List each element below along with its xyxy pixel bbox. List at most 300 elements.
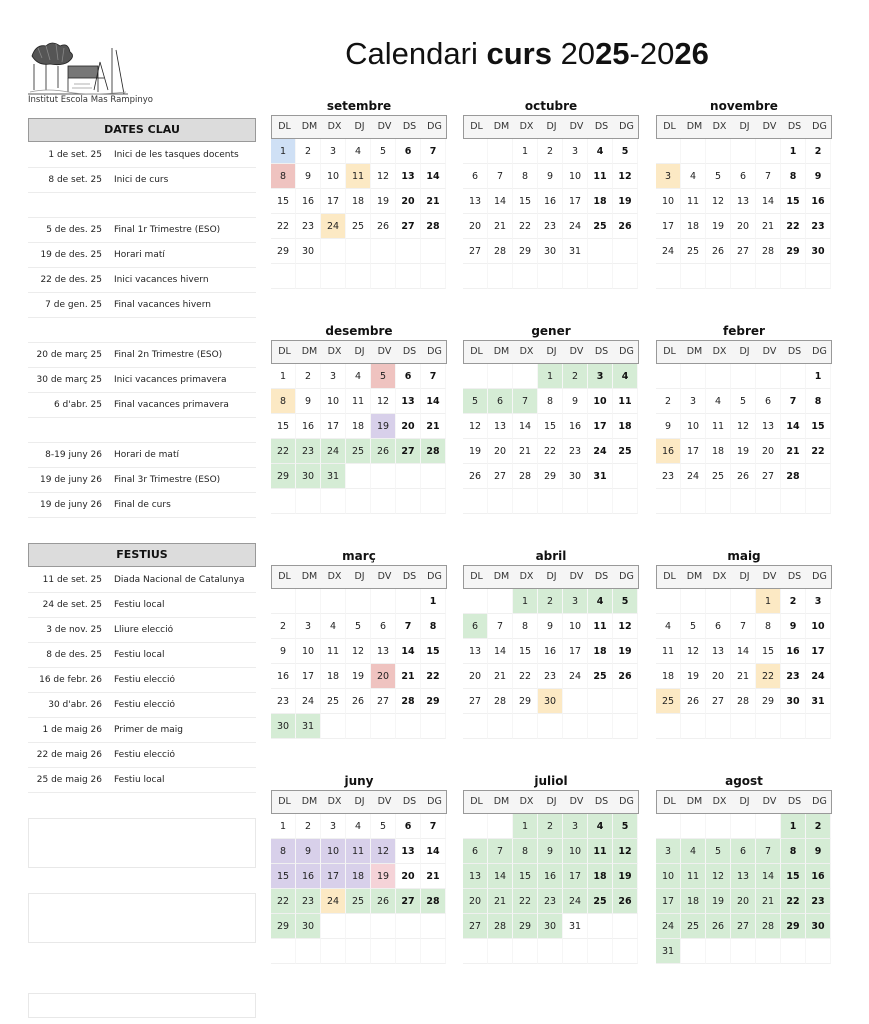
day-cell: 13: [706, 639, 731, 664]
day-cell: 5: [613, 139, 638, 164]
day-cell: 13: [396, 389, 421, 414]
empty-cell: [806, 464, 831, 489]
month-abril: [463, 548, 639, 739]
day-cell: 20: [463, 214, 488, 239]
empty-cell: [613, 714, 638, 739]
empty-cell: [296, 489, 321, 514]
day-cell: 24: [656, 239, 681, 264]
day-cell: 8: [806, 389, 831, 414]
day-cell: 5: [371, 814, 396, 839]
month-octubre: [463, 98, 639, 289]
day-cell: 22: [271, 214, 296, 239]
holiday-date: 3 de nov. 25: [46, 625, 102, 635]
day-cell: 7: [781, 389, 806, 414]
day-cell: 6: [706, 614, 731, 639]
day-cell: 2: [656, 389, 681, 414]
weekday-label: DX: [327, 796, 342, 807]
empty-cell: [463, 489, 488, 514]
weekday-label: DG: [812, 346, 827, 357]
day-cell: 28: [488, 914, 513, 939]
holiday-date: 1 de maig 26: [42, 725, 102, 735]
day-cell: 3: [321, 364, 346, 389]
day-cell: 25: [613, 439, 638, 464]
day-cell: 27: [488, 464, 513, 489]
weekday-label: DJ: [546, 121, 557, 132]
day-cell: 9: [806, 164, 831, 189]
day-cell: 29: [421, 689, 446, 714]
holiday-row: [28, 568, 256, 593]
school-name: Institut Escola Mas Rampinyo: [28, 95, 153, 105]
empty-cell: [706, 489, 731, 514]
day-cell: 19: [613, 864, 638, 889]
day-cell: 7: [488, 164, 513, 189]
holiday-description: Festiu local: [114, 775, 165, 785]
empty-cell: [731, 814, 756, 839]
weekday-label: DJ: [354, 346, 365, 357]
day-cell: 25: [346, 439, 371, 464]
weekday-label: DM: [301, 571, 318, 582]
day-cell: 27: [396, 439, 421, 464]
weekday-label: DJ: [546, 346, 557, 357]
empty-cell: [463, 939, 488, 964]
day-cell: 2: [806, 139, 831, 164]
month-gener: [463, 323, 639, 514]
day-cell: 2: [538, 139, 563, 164]
weekday-label: DG: [619, 121, 634, 132]
day-cell: 25: [346, 214, 371, 239]
holiday-description: Primer de maig: [114, 725, 183, 735]
weekday-label: DV: [762, 346, 777, 357]
empty-cell: [656, 139, 681, 164]
day-cell: 28: [781, 464, 806, 489]
day-cell: 5: [371, 139, 396, 164]
day-cell: 22: [781, 889, 806, 914]
day-cell: 14: [488, 639, 513, 664]
day-cell: 23: [806, 889, 831, 914]
day-cell: 2: [296, 364, 321, 389]
key-date-row: [28, 268, 256, 293]
day-cell: 6: [396, 364, 421, 389]
empty-cell: [371, 714, 396, 739]
empty-cell: [656, 814, 681, 839]
day-cell: 12: [706, 864, 731, 889]
weekday-header: [463, 340, 639, 364]
day-cell: 27: [731, 914, 756, 939]
day-cell: 29: [513, 239, 538, 264]
weekday-label: DX: [712, 571, 727, 582]
day-cell: 19: [371, 189, 396, 214]
day-cell: 7: [488, 614, 513, 639]
empty-cell: [346, 714, 371, 739]
weekday-label: DS: [594, 571, 609, 582]
weekday-label: DJ: [739, 571, 750, 582]
day-cell: 1: [513, 139, 538, 164]
day-cell: 12: [371, 839, 396, 864]
empty-cell: [346, 914, 371, 939]
day-cell: 18: [588, 864, 613, 889]
empty-cell: [463, 714, 488, 739]
empty-cell: [706, 364, 731, 389]
day-cell: 23: [296, 439, 321, 464]
day-cell: 10: [563, 164, 588, 189]
key-dates-heading: DATES CLAU: [28, 118, 256, 142]
weekday-header: [656, 565, 832, 589]
day-cell: 15: [271, 864, 296, 889]
day-cell: 28: [421, 439, 446, 464]
day-cell: 13: [488, 414, 513, 439]
day-cell: 7: [731, 614, 756, 639]
day-cell: 22: [781, 214, 806, 239]
empty-cell: [756, 364, 781, 389]
day-cell: 18: [346, 864, 371, 889]
day-cell: 15: [781, 864, 806, 889]
day-cell: 14: [421, 389, 446, 414]
empty-cell: [396, 589, 421, 614]
day-cell: 3: [321, 139, 346, 164]
day-cell: 9: [271, 639, 296, 664]
day-cell: 21: [513, 439, 538, 464]
key-date-date: 1 de set. 25: [48, 150, 102, 160]
empty-cell: [588, 239, 613, 264]
key-date-row: [28, 318, 256, 343]
day-cell: 27: [371, 689, 396, 714]
weekday-label: DM: [301, 796, 318, 807]
weekday-header: [656, 790, 832, 814]
weekday-label: DX: [712, 796, 727, 807]
day-cell: 24: [656, 914, 681, 939]
day-cell: 27: [756, 464, 781, 489]
empty-cell: [488, 814, 513, 839]
day-cell: 14: [396, 639, 421, 664]
day-grid: [463, 364, 639, 514]
day-cell: 14: [781, 414, 806, 439]
empty-cell: [756, 264, 781, 289]
key-date-description: Final vacances primavera: [114, 400, 229, 410]
day-cell: 26: [681, 689, 706, 714]
day-cell: 15: [421, 639, 446, 664]
empty-cell: [296, 939, 321, 964]
day-cell: 19: [706, 889, 731, 914]
holiday-description: Festiu elecció: [114, 675, 175, 685]
weekday-label: DJ: [546, 571, 557, 582]
day-cell: 31: [806, 689, 831, 714]
month-setembre: [271, 98, 447, 289]
month-name: juny: [344, 774, 374, 788]
empty-cell: [681, 814, 706, 839]
day-cell: 9: [538, 614, 563, 639]
weekday-label: DJ: [739, 121, 750, 132]
empty-cell: [488, 139, 513, 164]
weekday-label: DX: [712, 121, 727, 132]
day-cell: 29: [271, 914, 296, 939]
empty-cell: [513, 714, 538, 739]
day-cell: 8: [271, 164, 296, 189]
day-cell: 30: [271, 714, 296, 739]
empty-cell: [321, 939, 346, 964]
day-cell: 29: [538, 464, 563, 489]
empty-cell: [731, 489, 756, 514]
day-cell: 24: [321, 214, 346, 239]
weekday-label: DX: [519, 346, 534, 357]
weekday-label: DM: [686, 346, 703, 357]
key-date-row: [28, 143, 256, 168]
empty-cell: [656, 589, 681, 614]
day-cell: 18: [588, 639, 613, 664]
day-cell: 7: [396, 614, 421, 639]
empty-cell: [781, 489, 806, 514]
day-cell: 17: [806, 639, 831, 664]
school-logo: [28, 38, 128, 98]
day-cell: 5: [706, 839, 731, 864]
day-cell: 16: [563, 414, 588, 439]
weekday-label: DL: [663, 571, 676, 582]
key-date-description: Horari de matí: [114, 450, 179, 460]
day-cell: 14: [488, 864, 513, 889]
day-cell: 5: [463, 389, 488, 414]
empty-cell: [613, 464, 638, 489]
weekday-label: DJ: [354, 571, 365, 582]
day-cell: 25: [346, 889, 371, 914]
empty-cell: [421, 264, 446, 289]
day-cell: 23: [806, 214, 831, 239]
empty-cell: [271, 264, 296, 289]
empty-cell: [563, 714, 588, 739]
day-cell: 23: [538, 214, 563, 239]
empty-cell: [613, 264, 638, 289]
weekday-label: DG: [427, 346, 442, 357]
day-grid: [463, 814, 639, 964]
day-cell: 2: [296, 814, 321, 839]
empty-cell: [371, 239, 396, 264]
weekday-label: DS: [594, 346, 609, 357]
day-cell: 1: [756, 589, 781, 614]
month-name: març: [342, 549, 376, 563]
day-cell: 8: [781, 164, 806, 189]
key-dates-list: [28, 143, 256, 518]
empty-cell: [538, 714, 563, 739]
day-cell: 29: [756, 689, 781, 714]
empty-cell: [706, 264, 731, 289]
empty-cell: [588, 939, 613, 964]
day-cell: 30: [538, 239, 563, 264]
empty-cell: [563, 489, 588, 514]
day-cell: 30: [296, 914, 321, 939]
day-cell: 12: [371, 389, 396, 414]
day-cell: 22: [271, 439, 296, 464]
day-cell: 26: [371, 889, 396, 914]
empty-cell: [396, 489, 421, 514]
day-cell: 14: [421, 164, 446, 189]
day-cell: 24: [321, 889, 346, 914]
weekday-label: DV: [569, 346, 584, 357]
day-cell: 22: [806, 439, 831, 464]
day-cell: 8: [513, 614, 538, 639]
weekday-header: [463, 790, 639, 814]
empty-cell: [538, 264, 563, 289]
empty-cell: [346, 939, 371, 964]
key-date-description: Inici vacances primavera: [114, 375, 227, 385]
day-cell: 4: [613, 364, 638, 389]
day-cell: 22: [513, 664, 538, 689]
key-date-row: [28, 368, 256, 393]
day-cell: 30: [538, 689, 563, 714]
day-cell: 29: [271, 239, 296, 264]
empty-cell: [296, 589, 321, 614]
empty-cell: [513, 364, 538, 389]
day-cell: 11: [346, 389, 371, 414]
day-cell: 13: [463, 189, 488, 214]
day-cell: 28: [756, 239, 781, 264]
empty-cell: [321, 264, 346, 289]
weekday-label: DJ: [739, 346, 750, 357]
day-cell: 15: [781, 189, 806, 214]
empty-cell: [421, 464, 446, 489]
empty-cell: [756, 814, 781, 839]
key-date-date: 20 de març 25: [36, 350, 102, 360]
empty-cell: [731, 364, 756, 389]
month-maig: [656, 548, 832, 739]
day-cell: 7: [421, 139, 446, 164]
empty-cell: [613, 914, 638, 939]
holiday-date: 30 d'abr. 26: [48, 700, 102, 710]
day-cell: 16: [781, 639, 806, 664]
day-cell: 8: [513, 839, 538, 864]
empty-cell: [346, 489, 371, 514]
day-cell: 20: [396, 864, 421, 889]
day-cell: 16: [296, 864, 321, 889]
empty-cell: [463, 139, 488, 164]
day-cell: 6: [396, 139, 421, 164]
day-cell: 31: [563, 239, 588, 264]
day-cell: 19: [371, 864, 396, 889]
day-cell: 25: [656, 689, 681, 714]
weekday-label: DX: [712, 346, 727, 357]
holiday-date: 8 de des. 25: [46, 650, 102, 660]
day-cell: 1: [781, 814, 806, 839]
day-cell: 17: [563, 864, 588, 889]
day-cell: 8: [513, 164, 538, 189]
weekday-label: DG: [812, 796, 827, 807]
day-cell: 8: [756, 614, 781, 639]
day-cell: 6: [488, 389, 513, 414]
empty-cell: [371, 489, 396, 514]
key-date-row: [28, 468, 256, 493]
empty-cell: [371, 589, 396, 614]
day-cell: 19: [371, 414, 396, 439]
day-cell: 11: [681, 189, 706, 214]
empty-cell: [538, 489, 563, 514]
day-grid: [656, 364, 832, 514]
day-cell: 21: [488, 889, 513, 914]
day-cell: 18: [681, 889, 706, 914]
day-cell: 20: [756, 439, 781, 464]
key-date-description: Horari matí: [114, 250, 165, 260]
day-cell: 10: [806, 614, 831, 639]
holiday-description: Lliure elecció: [114, 625, 174, 635]
empty-cell: [706, 589, 731, 614]
day-cell: 14: [513, 414, 538, 439]
empty-cell: [421, 714, 446, 739]
day-cell: 9: [538, 164, 563, 189]
day-cell: 27: [463, 914, 488, 939]
day-cell: 10: [563, 614, 588, 639]
day-cell: 5: [681, 614, 706, 639]
day-cell: 16: [538, 864, 563, 889]
empty-cell: [488, 939, 513, 964]
day-cell: 25: [321, 689, 346, 714]
day-cell: 24: [296, 689, 321, 714]
empty-cell: [781, 264, 806, 289]
day-cell: 1: [781, 139, 806, 164]
day-cell: 3: [681, 389, 706, 414]
weekday-label: DG: [619, 571, 634, 582]
day-cell: 20: [706, 664, 731, 689]
empty-cell: [321, 914, 346, 939]
holiday-date: 24 de set. 25: [42, 600, 102, 610]
holiday-row: [28, 693, 256, 718]
weekday-label: DV: [762, 571, 777, 582]
key-date-description: Inici vacances hivern: [114, 275, 209, 285]
empty-cell: [681, 714, 706, 739]
day-cell: 9: [656, 414, 681, 439]
day-cell: 22: [513, 889, 538, 914]
empty-cell: [563, 264, 588, 289]
empty-cell: [563, 689, 588, 714]
day-cell: 15: [513, 639, 538, 664]
day-cell: 17: [563, 189, 588, 214]
day-cell: 4: [346, 364, 371, 389]
weekday-label: DL: [278, 346, 291, 357]
day-cell: 22: [513, 214, 538, 239]
empty-cell: [806, 264, 831, 289]
month-agost: [656, 773, 832, 964]
day-cell: 17: [321, 189, 346, 214]
holiday-row: [28, 643, 256, 668]
empty-cell: [271, 489, 296, 514]
empty-cell: [806, 714, 831, 739]
empty-cell: [731, 589, 756, 614]
day-cell: 13: [731, 864, 756, 889]
day-cell: 1: [421, 589, 446, 614]
day-cell: 6: [756, 389, 781, 414]
day-cell: 3: [806, 589, 831, 614]
day-cell: 24: [563, 889, 588, 914]
month-març: [271, 548, 447, 739]
day-cell: 12: [463, 414, 488, 439]
day-cell: 9: [296, 839, 321, 864]
weekday-label: DS: [787, 571, 802, 582]
weekday-label: DM: [493, 346, 510, 357]
day-cell: 31: [563, 914, 588, 939]
empty-cell: [656, 489, 681, 514]
day-cell: 12: [371, 164, 396, 189]
empty-cell: [296, 264, 321, 289]
day-cell: 3: [321, 814, 346, 839]
day-cell: 9: [296, 164, 321, 189]
weekday-label: DM: [493, 121, 510, 132]
weekday-label: DM: [686, 121, 703, 132]
weekday-header: [271, 790, 447, 814]
weekday-label: DJ: [354, 121, 365, 132]
day-cell: 24: [806, 664, 831, 689]
day-cell: 23: [296, 889, 321, 914]
weekday-label: DM: [686, 571, 703, 582]
holiday-date: 25 de maig 26: [36, 775, 102, 785]
day-cell: 28: [488, 689, 513, 714]
day-cell: 4: [588, 139, 613, 164]
day-cell: 1: [513, 589, 538, 614]
empty-cell: [781, 714, 806, 739]
